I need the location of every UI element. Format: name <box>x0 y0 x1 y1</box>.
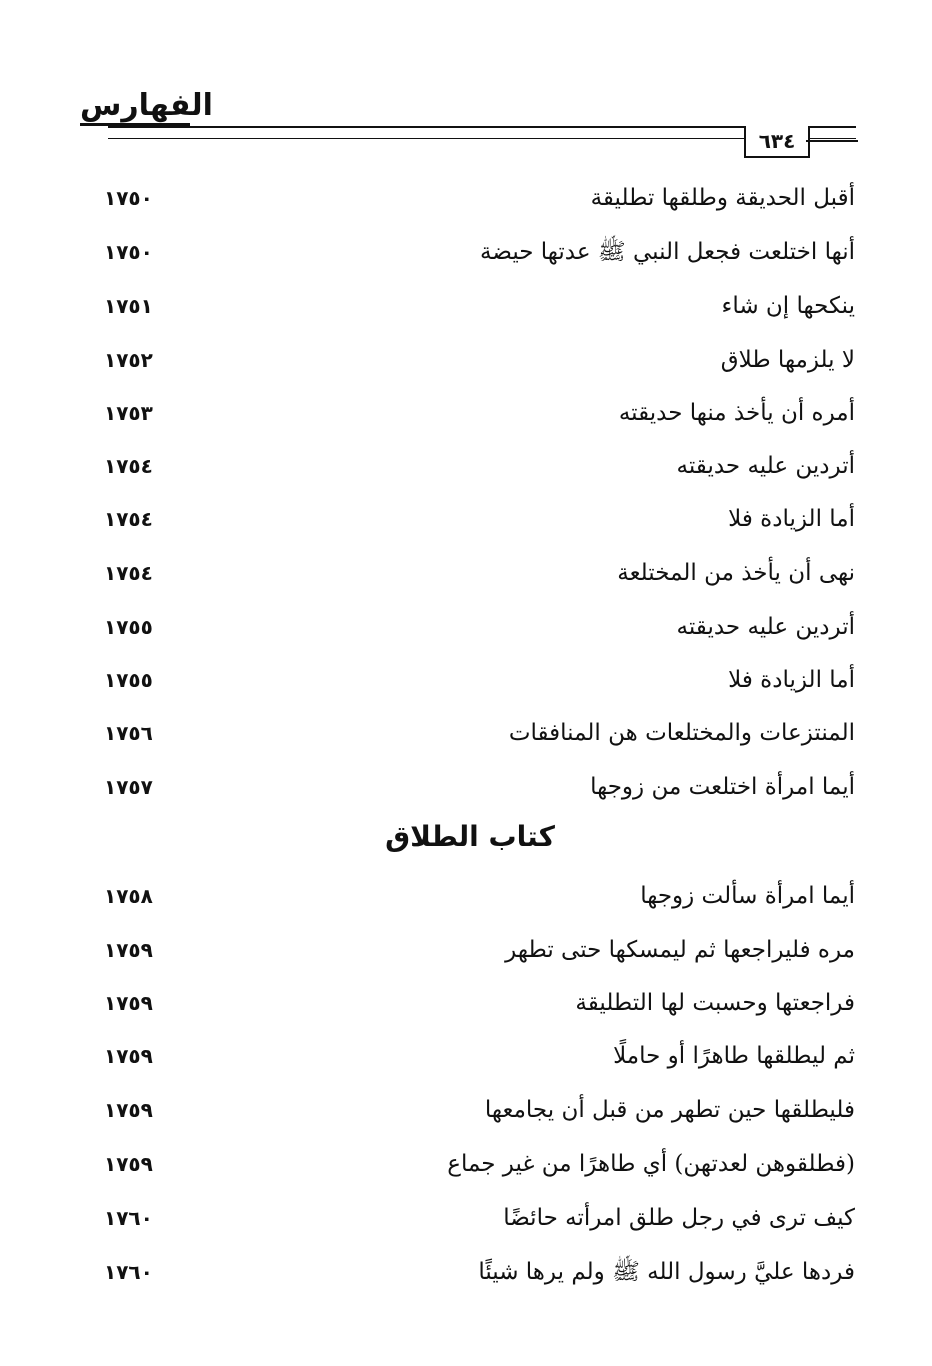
index-entry <box>100 983 855 1023</box>
index-entry <box>100 553 855 593</box>
entry-page: ١٧٥٩ <box>104 1044 153 1068</box>
entry-text: أيما امرأة سألت زوجها <box>640 883 855 909</box>
entry-page: ١٧٥٣ <box>104 401 153 425</box>
entry-text: (فطلقوهن لعدتهن) أي طاهرًا من غير جماع <box>447 1151 855 1177</box>
entry-page: ١٧٥٤ <box>104 507 153 531</box>
index-entry <box>100 446 855 486</box>
entry-text: لا يلزمها طلاق <box>720 347 855 373</box>
entry-page: ١٧٥٠ <box>104 240 153 264</box>
page-number-dash <box>806 140 858 142</box>
entry-text: ينكحها إن شاء <box>721 293 855 319</box>
entry-page: ١٧٥٩ <box>104 991 153 1015</box>
entry-page: ١٧٥٤ <box>104 561 153 585</box>
index-entry <box>100 1252 855 1292</box>
entry-page: ١٧٦٠ <box>104 1206 153 1230</box>
entry-page: ١٧٥٥ <box>104 668 153 692</box>
index-entry <box>100 607 855 647</box>
entry-text: أما الزيادة فلا <box>728 506 855 532</box>
index-entry <box>100 1144 855 1184</box>
index-entry <box>100 1090 855 1130</box>
entry-page: ١٧٥٩ <box>104 1152 153 1176</box>
entry-text: المنتزعات والمختلعات هن المنافقات <box>508 720 855 746</box>
entry-text: أمره أن يأخذ منها حديقته <box>618 400 855 426</box>
entry-page: ١٧٥٧ <box>104 775 153 799</box>
entry-page: ١٧٥٤ <box>104 454 153 478</box>
page-number: ٦٣٤ <box>758 129 796 153</box>
index-entry <box>100 499 855 539</box>
entry-page: ١٧٦٠ <box>104 1260 153 1284</box>
page-number-box <box>744 126 810 158</box>
entry-text: مره فليراجعها ثم ليمسكها حتى تطهر <box>505 937 855 963</box>
index-entry <box>100 340 855 380</box>
index-entry <box>100 930 855 970</box>
entry-text: كيف ترى في رجل طلق امرأته حائضًا <box>503 1205 855 1231</box>
section-heading: كتاب الطلاق <box>385 820 555 853</box>
entry-page: ١٧٥١ <box>104 294 153 318</box>
index-entry <box>100 393 855 433</box>
entry-page: ١٧٥٨ <box>104 884 153 908</box>
entry-text: ثم ليطلقها طاهرًا أو حاملًا <box>613 1043 855 1069</box>
running-title: الفهارس <box>80 88 213 123</box>
entry-page: ١٧٥٢ <box>104 348 153 372</box>
index-entry <box>100 1036 855 1076</box>
index-entry <box>100 660 855 700</box>
entry-page: ١٧٥٩ <box>104 1098 153 1122</box>
entry-text: أتردين عليه حديقته <box>676 453 855 479</box>
entry-text: فليطلقها حين تطهر من قبل أن يجامعها <box>484 1097 855 1123</box>
entry-text: فردها عليَّ رسول الله ﷺ ولم يرها شيئًا <box>478 1259 855 1285</box>
index-entry <box>100 178 855 218</box>
index-entry <box>100 876 855 916</box>
entry-text: فراجعتها وحسبت لها التطليقة <box>575 990 855 1016</box>
entry-page: ١٧٥٩ <box>104 938 153 962</box>
entry-text: أما الزيادة فلا <box>728 667 855 693</box>
index-entry <box>100 713 855 753</box>
index-entry <box>100 232 855 272</box>
entry-page: ١٧٥٠ <box>104 186 153 210</box>
entry-page: ١٧٥٥ <box>104 615 153 639</box>
entry-text: أيما امرأة اختلعت من زوجها <box>590 774 855 800</box>
entry-page: ١٧٥٦ <box>104 721 153 745</box>
entry-text: أنها اختلعت فجعل النبي ﷺ عدتها حيضة <box>480 239 855 265</box>
index-entry <box>100 286 855 326</box>
entry-text: نهى أن يأخذ من المختلعة <box>617 560 855 586</box>
entry-text: أتردين عليه حديقته <box>676 614 855 640</box>
entry-text: أقبل الحديقة وطلقها تطليقة <box>590 185 855 211</box>
index-entry <box>100 1198 855 1238</box>
index-entry <box>100 767 855 807</box>
